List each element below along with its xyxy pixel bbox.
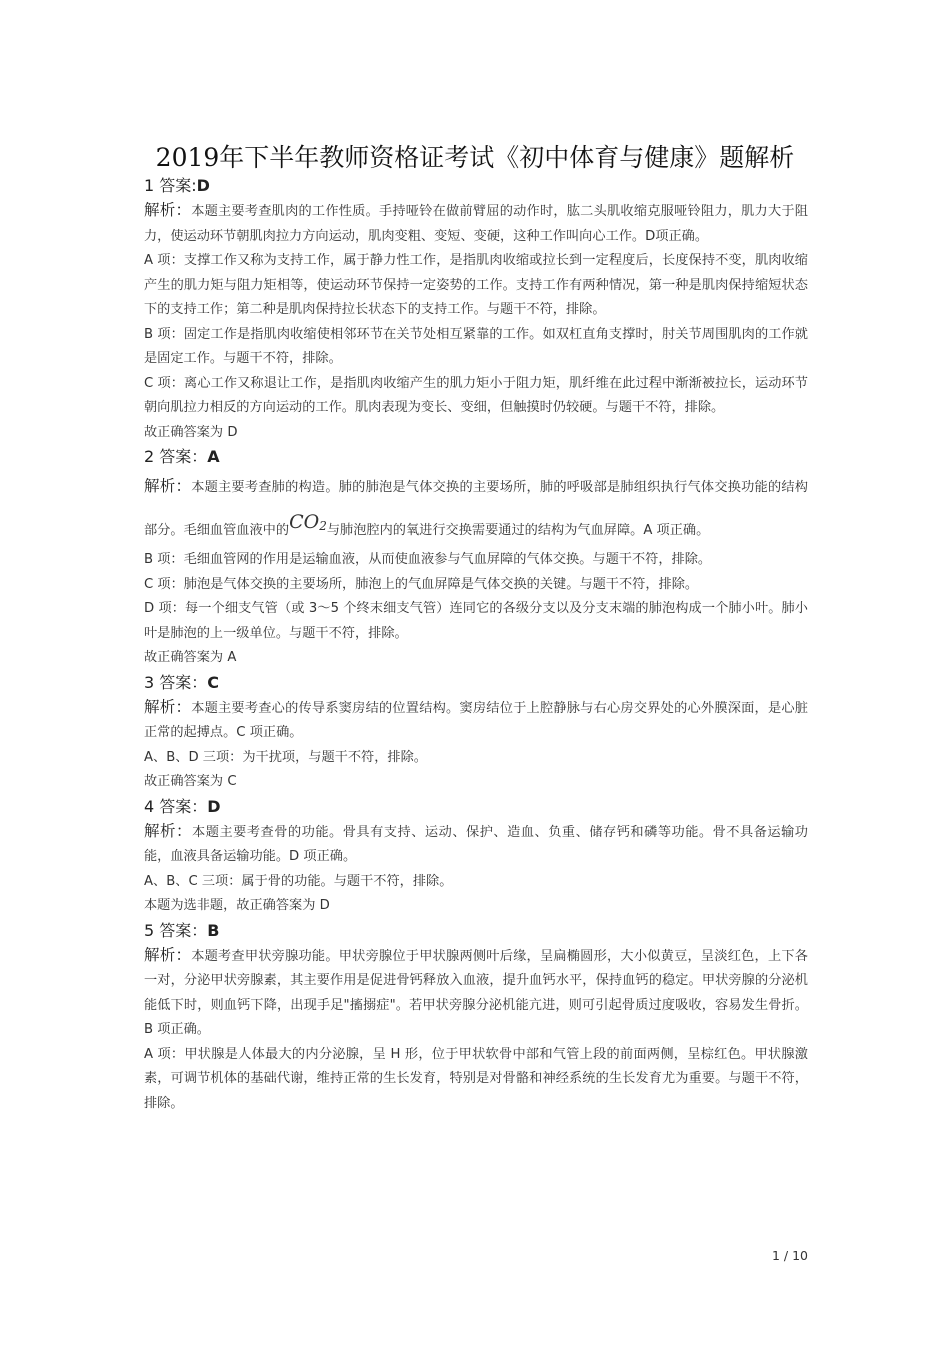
analysis-text: 本题主要考查心的传导系窦房结的位置结构。窦房结位于上腔静脉与右心房交界处的心外膜深面，是心脏正常的起搏点。C 项正确。 (144, 700, 808, 740)
option-paragraph: B 项：固定工作是指肌肉收缩使相邻环节在关节处相互紧靠的工作。如双杠直角支撑时，肘关节周围肌肉的工作就是固定工作。与题干不符，排除。 (144, 326, 808, 366)
analysis-text: 本题考查甲状旁腺功能。甲状旁腺位于甲状腺两侧叶后缘，呈扁椭圆形，大小似黄豆，呈淡红色，上下各一对，分泌甲状旁腺素，其主要作用是促进骨钙释放入血液，提升血钙水平，保持血钙的稳定。甲状旁腺的分泌机能低下时，则血钙下降，出现手足"搐搦症"。若甲状旁腺分泌机能亢进，则可引起骨质过度吸收，容易发生骨折。B 项正确。 (144, 948, 808, 1037)
analysis-label: 解析： (144, 945, 192, 964)
analysis-text: 本题主要考查肌肉的工作性质。手持哑铃在做前臂屈的动作时，肱二头肌收缩克服哑铃阻力，肌力大于阻力，使运动环节朝肌肉拉力方向运动，肌肉变粗、变短、变硬，这种工作叫向心工作。D项正确。 (144, 204, 808, 244)
answer-letter: B (207, 920, 220, 940)
answer-prefix: 2 答案： (144, 447, 208, 466)
analysis-label: 解析： (144, 477, 192, 495)
answer-letter: D (196, 176, 210, 195)
analysis-label: 解析： (144, 697, 192, 716)
option-paragraph: A 项：甲状腺是人体最大的内分泌腺，呈 H 形，位于甲状软骨中部和气管上段的前面两侧，呈棕红色。甲状腺激素，可调节机体的基础代谢，维持正常的生长发育，特别是对骨骼和神经系统的生长发育尤为重要。与题干不符，排除。 (144, 1046, 808, 1111)
document-body (144, 174, 808, 1116)
option-paragraph: C 项：离心工作又称退让工作，是指肌肉收缩产生的肌力矩小于阻力矩，肌纤维在此过程中渐渐被拉长，运动环节朝向肌拉力相反的方向运动的工作。肌肉表现为变长、变细，但触摸时仍较硬。与题干不符，排除。 (144, 375, 808, 415)
answer-prefix: 1 答案: (144, 176, 197, 195)
analysis-paragraph (144, 695, 808, 746)
question-1 (144, 174, 808, 445)
answer-prefix: 3 答案： (144, 672, 208, 692)
conclusion-paragraph: 故正确答案为 D (144, 424, 238, 440)
answer-letter: D (207, 796, 221, 816)
page-number: 1 / 10 (771, 1248, 808, 1263)
question-3 (144, 671, 808, 795)
answer-heading (144, 445, 808, 469)
analysis-paragraph (144, 819, 808, 870)
question-2 (144, 445, 808, 671)
option-paragraph: A 项：支撑工作又称为支持工作，属于静力性工作，是指肌肉收缩或拉长到一定程度后，长度保持不变，肌肉收缩产生的肌力矩与阻力矩相等，使运动环节保持一定姿势的工作。支持工作有两种情况，第一种是肌肉保持缩短状态下的支持工作；第二种是肌肉保持拉长状态下的支持工作。与题干不符，排除。 (144, 253, 808, 317)
conclusion-paragraph: 本题为选非题，故正确答案为 D (144, 898, 330, 913)
question-5 (144, 919, 808, 1117)
analysis-paragraph (144, 469, 808, 548)
analysis-paragraph (144, 943, 808, 1043)
answer-letter: A (207, 447, 220, 466)
analysis-text-continued: 与肺泡腔内的氧进行交换需要通过的结构为气血屏障。A 项正确。 (326, 523, 710, 538)
analysis-label: 解析： (144, 201, 192, 219)
analysis-text: 本题主要考查肺的构造。肺的肺泡是气体交换的主要场所，肺的呼吸部是肺组织执行气体交换功能的结构部分。毛细血管血液中的 (144, 480, 808, 538)
answer-prefix: 4 答案： (144, 796, 208, 816)
answer-heading (144, 671, 808, 695)
option-paragraph: D 项：每一个细支气管（或 3～5 个终末细支气管）连同它的各级分支以及分支末端的肺泡构成一个肺小叶。肺小叶是肺泡的上一级单位。与题干不符，排除。 (144, 601, 808, 641)
analysis-text: 本题主要考查骨的功能。骨具有支持、运动、保护、造血、负重、储存钙和磷等功能。骨不具备运输功能，血液具备运输功能。D 项正确。 (144, 824, 808, 864)
analysis-paragraph (144, 198, 808, 249)
answer-letter: C (207, 672, 220, 692)
answer-heading (144, 795, 808, 819)
co2-subscript: 2 (319, 519, 327, 533)
answer-heading (144, 174, 808, 198)
option-paragraph: B 项：毛细血管网的作用是运输血液，从而使血液参与气血屏障的气体交换。与题干不符，排除。 (144, 552, 712, 567)
co2-formula (289, 511, 327, 533)
option-paragraph: A、B、C 三项：属于骨的功能。与题干不符，排除。 (144, 873, 453, 889)
option-paragraph: A、B、D 三项：为干扰项，与题干不符，排除。 (144, 749, 427, 765)
question-4 (144, 795, 808, 919)
answer-heading (144, 919, 808, 943)
analysis-label: 解析： (144, 821, 193, 840)
conclusion-paragraph: 故正确答案为 A (144, 650, 237, 665)
document-title: 2019年下半年教师资格证考试《初中体育与健康》题解析 (155, 143, 795, 172)
option-paragraph: C 项：肺泡是气体交换的主要场所，肺泡上的气血屏障是气体交换的关键。与题干不符，排除。 (144, 576, 699, 592)
conclusion-paragraph: 故正确答案为 C (144, 774, 237, 789)
co2-base: CO (289, 511, 320, 533)
answer-prefix: 5 答案： (144, 920, 208, 940)
